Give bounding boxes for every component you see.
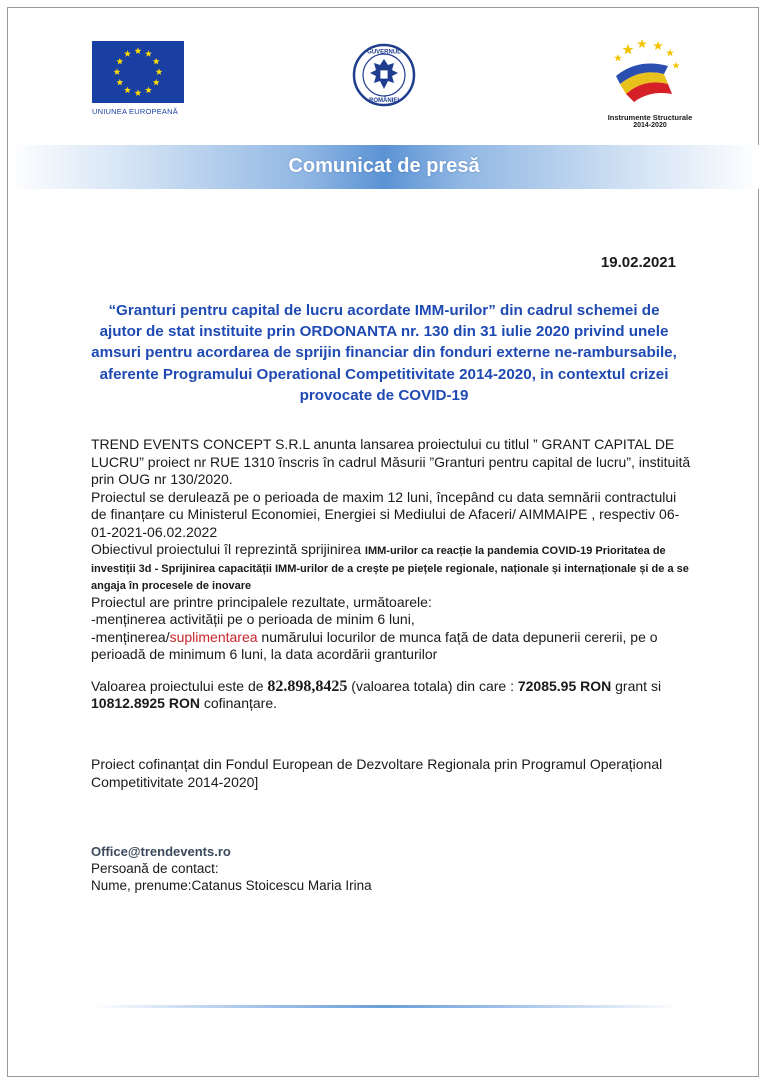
contact-person-label: Persoană de contact: xyxy=(91,861,219,876)
value-end: cofinanțare. xyxy=(199,695,278,711)
result-item-2 xyxy=(91,629,691,664)
objective-lead: Obiectivul proiectului îl reprezintă sprijinirea xyxy=(91,541,365,557)
value-mid: (valoarea totala) din care : xyxy=(347,677,518,694)
paragraph-objective xyxy=(91,541,691,594)
result-item-1: -menținerea activității pe o perioada de minim 6 luni, xyxy=(91,611,415,627)
svg-text:GUVERNUL: GUVERNUL xyxy=(367,49,401,56)
funding-statement: Proiect cofinanțat din Fondul European de Dezvoltare Regionala prin Programul Operațional Competitivitate 2014-2020] xyxy=(91,756,663,790)
banner-title: Comunicat de presă xyxy=(288,155,480,177)
eu-flag-icon xyxy=(92,41,184,103)
press-release-date: 19.02.2021 xyxy=(600,254,676,271)
paragraph-intro: TREND EVENTS CONCEPT S.R.L anunta lansarea proiectului cu titlul ” GRANT CAPITAL DE LUCRU” proiect nr RUE 1310 înscris în cadrul Măsurii ”Granturi pentru capital de lucru”, instituită prin OUG nr 130/2020. xyxy=(91,436,691,487)
eu-logo xyxy=(92,41,186,116)
paragraph-duration: Proiectul se derulează pe o perioada de maxim 12 luni, începând cu data semnării contractului de finanțare cu Ministerul Economiei, Energiei si Mediului de Afaceri/ AIMMAIPE , respectiv 06-01-2021-06.02.2022 xyxy=(91,488,680,540)
contact-email[interactable]: Office@trendevents.ro xyxy=(91,844,231,859)
objective-bold: IMM-urilor ca reacție la pandemia COVID-19 Prioritatea de investiții 3d - Sprijinirea capacității IMM-urilor de a crește pe piețele regionale, naționale și internaționale și de a se angaja în procesele de inovare xyxy=(91,545,689,592)
government-seal-icon xyxy=(352,43,416,107)
contact-block xyxy=(91,843,372,894)
paragraph-results: Proiectul are printre principalele rezultate, următoarele: xyxy=(91,593,432,610)
contact-name: Nume, prenume:Catanus Stoicescu Maria Irina xyxy=(91,878,372,893)
body-text xyxy=(91,436,691,713)
value-cofinance: 10812.8925 RON xyxy=(91,695,200,711)
value-total: 82.898,8425 xyxy=(267,677,348,695)
value-grant-text: grant si xyxy=(611,677,662,694)
value-grant: 72085.95 RON xyxy=(517,677,612,694)
svg-text:ROMÂNIEI: ROMÂNIEI xyxy=(369,98,399,104)
result-item-2-b: numărului locurilor de munca față de data depunerii cererii, pe o perioadă de minimum 6 luni, la data acordării granturilor xyxy=(91,628,658,662)
is-caption-title: Instrumente Structurale xyxy=(607,113,693,122)
instrumente-structurale-logo xyxy=(598,36,702,129)
paragraph-value xyxy=(91,678,691,713)
footer-divider xyxy=(90,1005,680,1008)
eu-caption: UNIUNEA EUROPEANĂ xyxy=(92,107,178,116)
result-item-2-a: -menținerea/ xyxy=(91,628,170,645)
result-item-2-highlight: suplimentarea xyxy=(169,628,258,645)
value-lead: Valoarea proiectului este de xyxy=(91,677,268,694)
headline: “Granturi pentru capital de lucru acordate IMM-urilor” din cadrul schemei de ajutor de stat instituite prin ORDONANTA nr. 130 din 31 iulie 2020 privind unele amsuri pentru acordarea de sprijin financiar din fonduri externe ne-rambursabile, aferente Programului Operational Competitivitate 2014-2020, in contextul crizei provocate de COVID-19 xyxy=(91,302,677,404)
is-caption-years: 2014-2020 xyxy=(633,122,667,129)
instrumente-structurale-icon xyxy=(598,36,702,106)
